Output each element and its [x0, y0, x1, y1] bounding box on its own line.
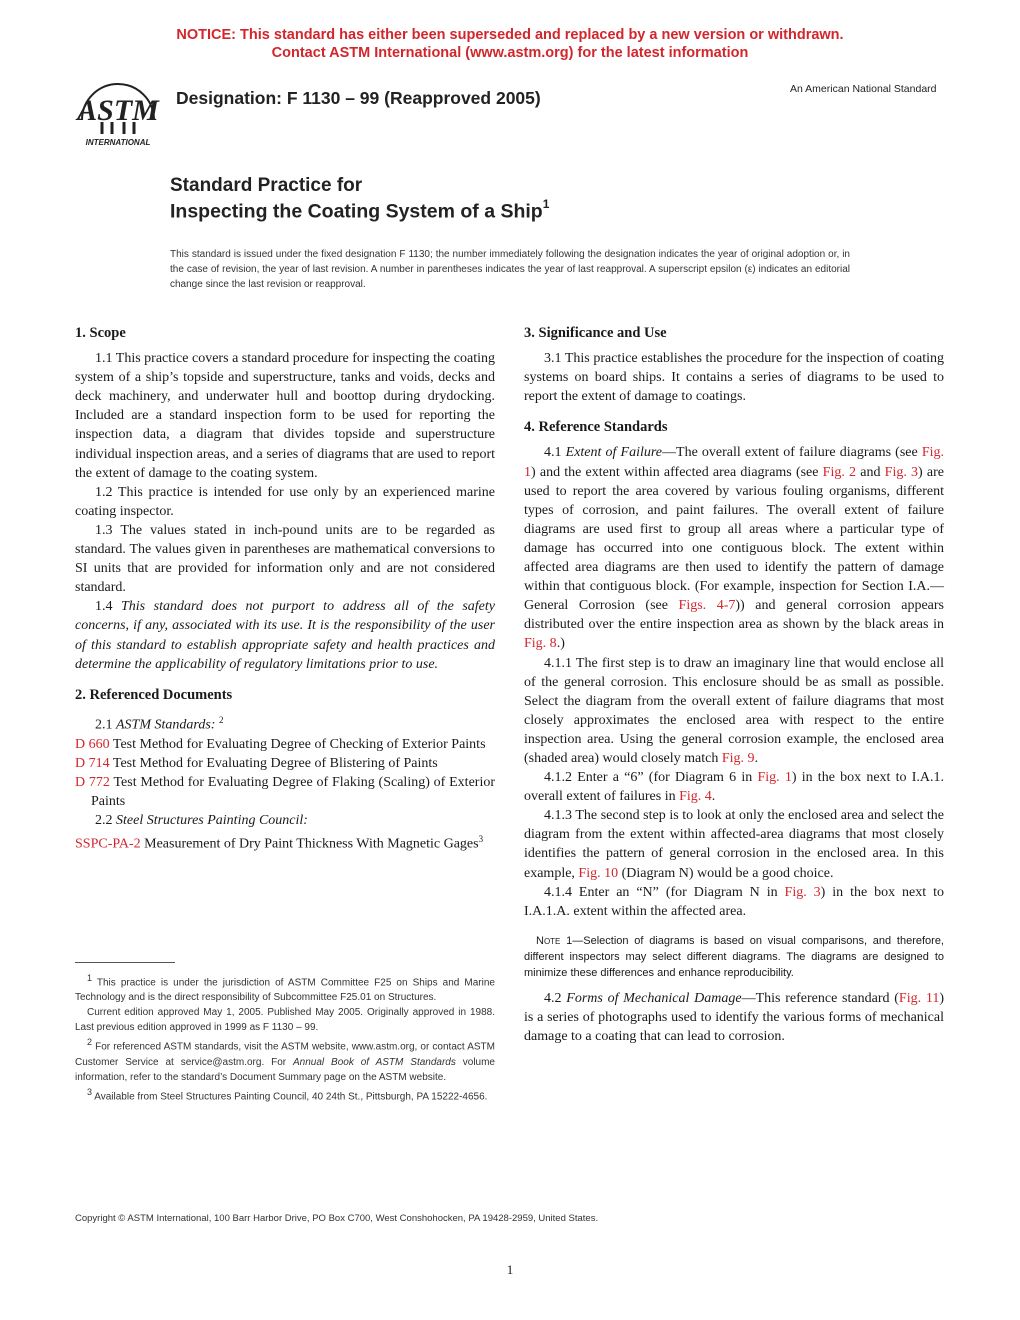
fig-4-link[interactable]: Fig. 4	[679, 789, 712, 805]
footnotes	[75, 962, 495, 1104]
section-heading-referenced: 2. Referenced Documents	[75, 686, 233, 703]
logo-wordmark: ASTM	[77, 94, 159, 127]
reference-d714: D 714 Test Method for Evaluating Degree of Blistering of Paints	[75, 755, 438, 771]
reference-d772: D 772 Test Method for Evaluating Degree of Flaking (Scaling) of Exterior Paints	[75, 774, 495, 809]
issuance-note: This standard is issued under the fixed designation F 1130; the number immediately following the designation indicates the year of original adoption or, in the case of revision, the year of last revision. A number in parentheses indicates the year of last reapproval. A superscript epsilon (ε) indicates an editorial change since the last revision or reapproval.	[170, 249, 850, 290]
para-4-1-1: 4.1.1 The first step is to draw an imaginary line that would enclose all of the general corrosion. This enclosure should be as small as possible. Select the diagram from the overall extent of failure diagrams that most closely approximates the enclosed area with respect to the entire inspection area. Using the general corrosion example, the enclosed area (shaded area) would closely match Fig. 9.	[524, 655, 944, 766]
para-4-1: 4.1 Extent of Failure—The overall extent of failure diagrams (see Fig. 1) and the extent within affected area diagrams (see Fig. 2 and Fig. 3) are used to report the area covered by various fouling organisms, different types of corrosion, and paint failures. The overall extent of failure diagrams are used first to group all areas where a particular type of damage has occurred into one contiguous block. The extent within affected area diagrams are then used to identify the pattern of damage within that contiguous block. (For example, inspection for Section I.A.—General Corrosion (see Figs. 4-7)) and general corrosion appears distributed over the entire inspection area as shown by the black areas in Fig. 8.)	[524, 445, 945, 652]
para-1-1: 1.1 This practice covers a standard procedure for inspecting the coating system of a ship’s topside and superstructure, tanks and voids, decks and deck machinery, and underwater hull and boottop during drydocking. Included are a standard inspection form to be used for reporting the inspection data, a diagram that divides topside and superstructure individual inspection areas, and a series of diagrams that are used to report the extent of damage to the coating system.	[75, 351, 495, 481]
right-column	[524, 320, 944, 1046]
para-4-1-3: 4.1.3 The second step is to look at only the enclosed area and select the diagram from the extent within affected-area diagrams that most closely identifies the pattern of general corrosion in the enclosed area. In this example, Fig. 10 (Diagram N) would be a good choice.	[524, 808, 944, 881]
para-1-2: 1.2 This practice is intended for use only by an experienced marine coating inspector.	[75, 484, 495, 519]
notice-line-2: Contact ASTM International (www.astm.org) for the latest information	[271, 45, 749, 61]
para-3-1: 3.1 This practice establishes the procedure for the inspection of coating systems on board ships. It contains a series of diagrams to be used to report the extent of damage to coatings.	[524, 351, 944, 405]
logo-subtext: INTERNATIONAL	[85, 138, 151, 147]
footnote-1b: Current edition approved May 1, 2005. Published May 2005. Originally approved in 1988. Last previous edition approved in 1999 as F 1130 – 99.	[75, 1007, 495, 1034]
reference-link-d660[interactable]: D 660	[75, 736, 110, 752]
para-1-4: 1.4 This standard does not purport to address all of the safety concerns, if any, associated with its use. It is the responsibility of the user of this standard to establish appropriate safety and health practices and determine the applicability of regulatory limitations prior to use.	[75, 599, 495, 672]
footnote-1: $^1$ This practice is under the jurisdiction of ASTM Committee F25 on Ships and Marine Technology and is the direct responsibility of Subcommittee F25.01 on Structures.	[75, 973, 495, 1004]
para-4-1-4: 4.1.4 Enter an “N” (for Diagram N in Fig. 3) in the box next to I.A.1.A. extent within the affected area.	[524, 884, 944, 919]
para-2-1: 2.1 ASTM Standards: $^2$	[95, 714, 224, 733]
copyright: Copyright © ASTM International, 100 Barr Harbor Drive, PO Box C700, West Conshohocken, PA 19428-2959, United States.	[75, 1213, 599, 1224]
reference-d660: D 660 Test Method for Evaluating Degree of Checking of Exterior Paints	[75, 736, 486, 752]
fig-10-link[interactable]: Fig. 10	[578, 865, 619, 881]
notice-line-1: NOTICE: This standard has either been superseded and replaced by a new version or withdrawn.	[176, 27, 844, 43]
para-2-2: 2.2 Steel Structures Painting Council:	[95, 812, 308, 828]
fig-2-link[interactable]: Fig. 2	[822, 464, 857, 480]
american-national-standard: An American National Standard	[790, 83, 937, 95]
title-line-1: Standard Practice for	[170, 175, 363, 196]
fig-11-link[interactable]: Fig. 11	[898, 990, 940, 1006]
astm-logo	[72, 76, 164, 148]
fig-9-link[interactable]: Fig. 9	[721, 750, 755, 766]
reference-link-sspc[interactable]: SSPC-PA-2	[75, 836, 141, 852]
title-footnote-ref[interactable]: 1	[542, 197, 550, 211]
note-1: Note 1—Selection of diagrams is based on visual comparisons, and therefore, different inspectors may select different diagrams. The diagrams are designed to minimize these differences and enhance reproducibility.	[524, 934, 944, 979]
figs-4-7-link[interactable]: Figs. 4-7	[678, 598, 736, 614]
para-4-2: 4.2 Forms of Mechanical Damage—This reference standard (Fig. 11) is a series of photographs used to identify the various forms of mechanical damage to a coating that can lead to corrosion.	[524, 990, 945, 1044]
section-heading-scope: 1. Scope	[75, 325, 126, 341]
para-1-3: 1.3 The values stated in inch-pound units are to be regarded as standard. The values given in parentheses are mathematical conversions to SI units that are provided for information only and are not considered standard.	[75, 522, 495, 596]
section-heading-significance: 3. Significance and Use	[524, 325, 667, 341]
footnote-2: $^2$ For referenced ASTM standards, visit the ASTM website, www.astm.org, or contact ASTM Customer Service at service@astm.org. For Annual Book of ASTM Standards volume information, refer to the standard’s Document Summary page on the ASTM website.	[75, 1037, 495, 1083]
reference-link-d772[interactable]: D 772	[75, 774, 110, 790]
fig-8-link[interactable]: Fig. 8	[524, 636, 557, 652]
fig-1-link[interactable]: Fig. 1	[524, 445, 945, 480]
title-main: Inspecting the Coating System of a Ship	[170, 200, 543, 223]
reference-sspc: SSPC-PA-2 Measurement of Dry Paint Thickness With Magnetic Gages$^3$	[75, 834, 484, 852]
para-4-1-2: 4.1.2 Enter a “6” (for Diagram 6 in Fig. 1) in the box next to I.A.1. overall extent of failures in Fig. 4.	[524, 770, 944, 805]
superseded-notice	[0, 26, 1020, 62]
designation: Designation: F 1130 – 99 (Reapproved 2005)	[176, 88, 541, 108]
footnote-rule	[75, 962, 175, 963]
left-column	[75, 320, 495, 854]
section-heading-reference-standards: 4. Reference Standards	[524, 419, 668, 436]
fig-3-link[interactable]: Fig. 3	[884, 464, 919, 480]
fig-1-link-2[interactable]: Fig. 1	[757, 770, 792, 786]
title-line-2	[170, 199, 549, 224]
reference-link-d714[interactable]: D 714	[75, 755, 110, 771]
page-number: 1	[506, 1262, 514, 1277]
fig-3-link-2[interactable]: Fig. 3	[784, 884, 821, 900]
footnote-3: $^3$ Available from Steel Structures Painting Council, 40 24th St., Pittsburgh, PA 15222-4656.	[87, 1086, 488, 1102]
